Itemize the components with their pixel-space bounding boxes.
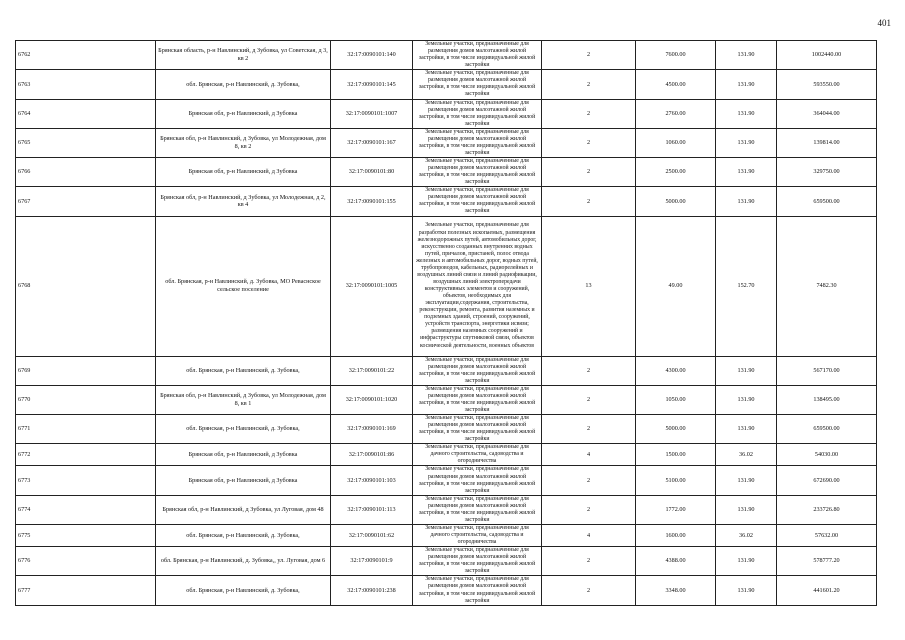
row-number-cell: 6772 [16, 444, 156, 466]
address-cell: обл. Брянская, р-н Навлинский, д. Зубовка, МО Реваснское сельское поселение [156, 216, 331, 356]
specific-value-cell: 36.02 [716, 444, 777, 466]
cadastral-value-cell: 329750.00 [777, 158, 877, 187]
area-cell: 3348.00 [636, 576, 716, 605]
cadastral-number-cell: 32:17:0090101:113 [331, 495, 413, 524]
cadastral-number-cell: 32:17:0090101:1020 [331, 385, 413, 414]
table-row [16, 576, 877, 605]
cadastral-value-cell: 672690.00 [777, 466, 877, 495]
address-cell: Брянская обл, р-н Навлинский, д Зубовка, ул Молодежная, дом 8, кв 2 [156, 128, 331, 157]
cadastral-number-cell: 32:17:0090101:1007 [331, 99, 413, 128]
address-cell: Брянская обл, р-н Навлинский, д Зубовка [156, 444, 331, 466]
permitted-use-cell: Земельные участки, предназначенные для размещения домов малоэтажной жилой застройки, в том числе индивидуальной жилой застройки [413, 415, 542, 444]
table-row [16, 70, 877, 99]
address-cell: обл. Брянская, р-н Навлинский, д. Зубовка, [156, 415, 331, 444]
area-cell: 4388.00 [636, 547, 716, 576]
specific-value-cell: 131.90 [716, 99, 777, 128]
row-number-cell: 6774 [16, 495, 156, 524]
specific-value-cell: 131.90 [716, 466, 777, 495]
area-cell: 4500.00 [636, 70, 716, 99]
table-row [16, 41, 877, 70]
use-group-cell: 2 [542, 576, 636, 605]
area-cell: 5000.00 [636, 187, 716, 216]
use-group-cell: 4 [542, 444, 636, 466]
table-row [16, 216, 877, 356]
use-group-cell: 2 [542, 99, 636, 128]
cadastral-value-cell: 659500.00 [777, 187, 877, 216]
area-cell: 4300.00 [636, 356, 716, 385]
address-cell: Брянская обл, р-н Навлинский, д Зубовка, ул Молодежная, д 2, кв 4 [156, 187, 331, 216]
cadastral-number-cell: 32:17:0090101:86 [331, 444, 413, 466]
table-row [16, 187, 877, 216]
address-cell: обл. Брянская, р-н Навлинский, д. Зубовка, [156, 524, 331, 546]
cadastral-number-cell: 32:17:0090101:103 [331, 466, 413, 495]
land-registry-table [15, 40, 877, 606]
cadastral-value-cell: 441601.20 [777, 576, 877, 605]
cadastral-value-cell: 364044.00 [777, 99, 877, 128]
permitted-use-cell: Земельные участки, предназначенные для размещения домов малоэтажной жилой застройки, в том числе индивидуальной жилой застройки [413, 41, 542, 70]
permitted-use-cell: Земельные участки, предназначенные для разработки полезных ископаемых, размещения железнодорожных путей, автомобильных дорог, искусственно созданных внутренних водных путей, причалов, пристаней, полос отвода железных и автомобильных дорог, водных путей, трубопроводов, кабельных, радиорелейных и воздушных линий связи и линий радиофикации, воздушных линий электропередачи конструктивных элементов и сооружений, объектов, необходимых для эксплуатации,содержания, строительства, реконструкции, ремонта, развития наземных и подземных зданий, строений, сооружений, устройств транспорта, энергетики исвязи; размещения наземных сооружений и инфраструктуры спутниковой связи, объектов космической деятельности, военных объектов [413, 216, 542, 356]
address-cell: обл. Брянская, р-н Навлинский, д. Зубовка, [156, 576, 331, 605]
permitted-use-cell: Земельные участки, предназначенные для размещения домов малоэтажной жилой застройки, в том числе индивидуальной жилой застройки [413, 128, 542, 157]
area-cell: 1060.00 [636, 128, 716, 157]
permitted-use-cell: Земельные участки, предназначенные для размещения домов малоэтажной жилой застройки, в том числе индивидуальной жилой застройки [413, 495, 542, 524]
page-number: 401 [877, 18, 891, 28]
cadastral-value-cell: 1002440.00 [777, 41, 877, 70]
row-number-cell: 6769 [16, 356, 156, 385]
cadastral-number-cell: 32:17:0090101:145 [331, 70, 413, 99]
specific-value-cell: 131.90 [716, 547, 777, 576]
cadastral-value-cell: 567170.00 [777, 356, 877, 385]
area-cell: 2500.00 [636, 158, 716, 187]
cadastral-value-cell: 7482.30 [777, 216, 877, 356]
cadastral-value-cell: 139814.00 [777, 128, 877, 157]
row-number-cell: 6775 [16, 524, 156, 546]
address-cell: обл. Брянская, р-н Навлинский, д. Зубовка, [156, 70, 331, 99]
permitted-use-cell: Земельные участки, предназначенные для размещения домов малоэтажной жилой застройки, в том числе индивидуальной жилой застройки [413, 466, 542, 495]
permitted-use-cell: Земельные участки, предназначенные для дачного строительства, садоводства и огородничества [413, 444, 542, 466]
specific-value-cell: 131.90 [716, 128, 777, 157]
cadastral-value-cell: 138495.00 [777, 385, 877, 414]
use-group-cell: 2 [542, 356, 636, 385]
area-cell: 49.00 [636, 216, 716, 356]
table-row [16, 128, 877, 157]
address-cell: Брянская обл, р-н Навлинский, д Зубовка, ул Луговая, дом 48 [156, 495, 331, 524]
permitted-use-cell: Земельные участки, предназначенные для размещения домов малоэтажной жилой застройки, в том числе индивидуальной жилой застройки [413, 356, 542, 385]
specific-value-cell: 131.90 [716, 356, 777, 385]
row-number-cell: 6777 [16, 576, 156, 605]
table-row [16, 385, 877, 414]
specific-value-cell: 131.90 [716, 415, 777, 444]
table-row [16, 415, 877, 444]
specific-value-cell: 131.90 [716, 495, 777, 524]
permitted-use-cell: Земельные участки, предназначенные для размещения домов малоэтажной жилой застройки, в том числе индивидуальной жилой застройки [413, 99, 542, 128]
use-group-cell: 2 [542, 547, 636, 576]
cadastral-value-cell: 233726.80 [777, 495, 877, 524]
cadastral-number-cell: 32:17:0090101:1005 [331, 216, 413, 356]
table-row [16, 524, 877, 546]
row-number-cell: 6765 [16, 128, 156, 157]
row-number-cell: 6770 [16, 385, 156, 414]
cadastral-number-cell: 32:17:0090101:9 [331, 547, 413, 576]
use-group-cell: 2 [542, 70, 636, 99]
address-cell: Брянская обл, р-н Навлинский, д Зубовка [156, 466, 331, 495]
row-number-cell: 6776 [16, 547, 156, 576]
table-row [16, 356, 877, 385]
permitted-use-cell: Земельные участки, предназначенные для размещения домов малоэтажной жилой застройки, в том числе индивидуальной жилой застройки [413, 385, 542, 414]
use-group-cell: 2 [542, 385, 636, 414]
cadastral-number-cell: 32:17:0090101:22 [331, 356, 413, 385]
cadastral-value-cell: 54030.00 [777, 444, 877, 466]
permitted-use-cell: Земельные участки, предназначенные для дачного строительства, садоводства и огородничества [413, 524, 542, 546]
use-group-cell: 4 [542, 524, 636, 546]
address-cell: Брянская обл, р-н Навлинский, д Зубовка [156, 158, 331, 187]
cadastral-number-cell: 32:17:0090101:169 [331, 415, 413, 444]
permitted-use-cell: Земельные участки, предназначенные для размещения домов малоэтажной жилой застройки, в том числе индивидуальной жилой застройки [413, 547, 542, 576]
permitted-use-cell: Земельные участки, предназначенные для размещения домов малоэтажной жилой застройки, в том числе индивидуальной жилой застройки [413, 158, 542, 187]
area-cell: 5100.00 [636, 466, 716, 495]
row-number-cell: 6768 [16, 216, 156, 356]
use-group-cell: 2 [542, 128, 636, 157]
row-number-cell: 6766 [16, 158, 156, 187]
row-number-cell: 6762 [16, 41, 156, 70]
table-body [16, 41, 877, 606]
specific-value-cell: 131.90 [716, 385, 777, 414]
row-number-cell: 6767 [16, 187, 156, 216]
use-group-cell: 2 [542, 41, 636, 70]
use-group-cell: 2 [542, 495, 636, 524]
cadastral-number-cell: 32:17:0090101:80 [331, 158, 413, 187]
area-cell: 2760.00 [636, 99, 716, 128]
permitted-use-cell: Земельные участки, предназначенные для размещения домов малоэтажной жилой застройки, в том числе индивидуальной жилой застройки [413, 70, 542, 99]
area-cell: 1772.00 [636, 495, 716, 524]
row-number-cell: 6763 [16, 70, 156, 99]
row-number-cell: 6771 [16, 415, 156, 444]
area-cell: 7600.00 [636, 41, 716, 70]
specific-value-cell: 131.90 [716, 576, 777, 605]
specific-value-cell: 36.02 [716, 524, 777, 546]
use-group-cell: 2 [542, 415, 636, 444]
address-cell: обл. Брянская, р-н Навлинский, д. Зубовка,, ул. Луговая, дом 6 [156, 547, 331, 576]
area-cell: 1050.00 [636, 385, 716, 414]
table-row [16, 158, 877, 187]
cadastral-value-cell: 57632.00 [777, 524, 877, 546]
cadastral-number-cell: 32:17:0090101:140 [331, 41, 413, 70]
area-cell: 1600.00 [636, 524, 716, 546]
permitted-use-cell: Земельные участки, предназначенные для размещения домов малоэтажной жилой застройки, в том числе индивидуальной жилой застройки [413, 187, 542, 216]
cadastral-number-cell: 32:17:0090101:167 [331, 128, 413, 157]
area-cell: 1500.00 [636, 444, 716, 466]
row-number-cell: 6764 [16, 99, 156, 128]
table-row [16, 495, 877, 524]
specific-value-cell: 131.90 [716, 158, 777, 187]
specific-value-cell: 131.90 [716, 70, 777, 99]
row-number-cell: 6773 [16, 466, 156, 495]
address-cell: обл. Брянская, р-н Навлинский, д. Зубовка, [156, 356, 331, 385]
area-cell: 5000.00 [636, 415, 716, 444]
address-cell: Брянская обл, р-н Навлинский, д Зубовка, ул Молодежная, дом 8, кв 1 [156, 385, 331, 414]
table-row [16, 444, 877, 466]
specific-value-cell: 131.90 [716, 187, 777, 216]
cadastral-number-cell: 32:17:0090101:155 [331, 187, 413, 216]
address-cell: Брянская область, р-н Навлинский, д Зубовка, ул Советская, д 3, кв 2 [156, 41, 331, 70]
cadastral-value-cell: 659500.00 [777, 415, 877, 444]
cadastral-number-cell: 32:17:0090101:238 [331, 576, 413, 605]
use-group-cell: 2 [542, 158, 636, 187]
cadastral-value-cell: 593550.00 [777, 70, 877, 99]
use-group-cell: 2 [542, 187, 636, 216]
cadastral-value-cell: 578777.20 [777, 547, 877, 576]
table-row [16, 466, 877, 495]
cadastral-number-cell: 32:17:0090101:62 [331, 524, 413, 546]
permitted-use-cell: Земельные участки, предназначенные для размещения домов малоэтажной жилой застройки, в том числе индивидуальной жилой застройки [413, 576, 542, 605]
address-cell: Брянская обл, р-н Навлинский, д Зубовка [156, 99, 331, 128]
use-group-cell: 13 [542, 216, 636, 356]
specific-value-cell: 152.70 [716, 216, 777, 356]
table-row [16, 99, 877, 128]
use-group-cell: 2 [542, 466, 636, 495]
table-row [16, 547, 877, 576]
specific-value-cell: 131.90 [716, 41, 777, 70]
